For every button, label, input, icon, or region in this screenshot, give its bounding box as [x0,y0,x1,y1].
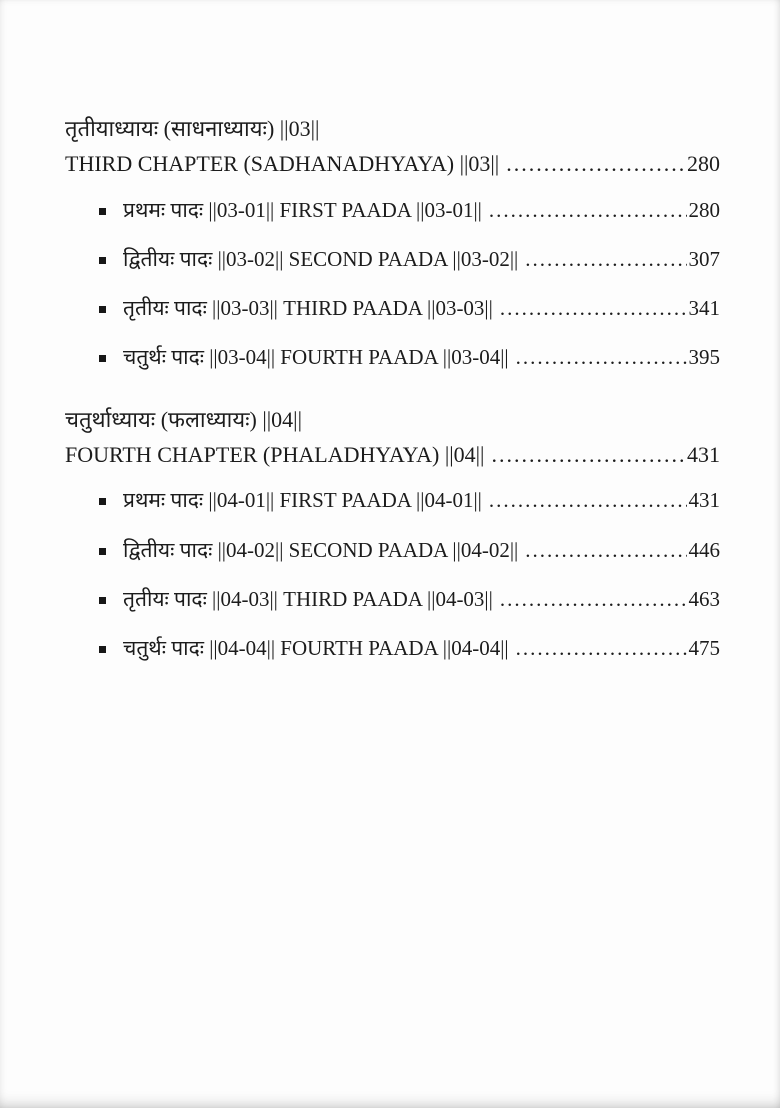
bullet-square-icon [99,646,106,653]
toc-item [65,587,720,612]
toc-section-fourth-chapter [65,407,720,662]
page-number: 463 [688,586,720,611]
toc-item [65,538,720,563]
chapter-row [65,442,720,468]
bullet-square-icon [99,355,106,362]
toc-item-label: प्रथमः पादः ||04-01|| FIRST PAADA ||04-01|| [123,488,482,513]
toc-item-label: तृतीयः पादः ||03-03|| THIRD PAADA ||03-03|| [123,296,493,321]
toc-item-label: द्वितीयः पादः ||03-02|| SECOND PAADA ||03-02|| [123,246,519,271]
page-number: 446 [688,537,720,562]
toc-item [65,345,720,370]
page-number: 395 [688,345,720,370]
page-number: 280 [687,151,720,177]
bullet-square-icon [99,498,106,505]
page-number: 431 [688,488,720,513]
section-heading-sanskrit: चतुर्थाध्यायः (फलाध्यायः) ||04|| [65,406,302,432]
bullet-square-icon [99,208,106,215]
dot-leader [516,345,687,370]
chapter-row [65,151,720,177]
toc-item [65,198,720,223]
toc-item-label: तृतीयः पादः ||04-03|| THIRD PAADA ||04-03|| [123,586,493,611]
toc-item [65,247,720,272]
dot-leader [525,538,686,563]
page-number: 431 [687,441,720,467]
chapter-title: THIRD CHAPTER (SADHANADHYAYA) ||03|| [65,151,500,177]
bullet-square-icon [99,306,106,313]
toc-item [65,296,720,321]
page-number: 341 [688,296,720,321]
dot-leader [516,636,687,661]
dot-leader [489,198,687,223]
toc-section-third-chapter [65,116,720,371]
page-number: 475 [688,635,720,660]
page-number: 280 [688,197,720,222]
page-number: 307 [688,246,720,271]
toc-item-label: द्वितीयः पादः ||04-02|| SECOND PAADA ||04-02|| [123,537,519,562]
dot-leader [491,442,685,468]
toc-item-label: चतुर्थः पादः ||04-04|| FOURTH PAADA ||04-04|| [123,635,509,660]
dot-leader [489,488,687,513]
dot-leader [500,296,687,321]
bullet-square-icon [99,548,106,555]
bullet-square-icon [99,597,106,604]
chapter-title: FOURTH CHAPTER (PHALADHYAYA) ||04|| [65,441,485,467]
toc-item-label: प्रथमः पादः ||03-01|| FIRST PAADA ||03-01|| [123,197,482,222]
toc-item [65,636,720,661]
dot-leader [506,151,685,177]
bullet-square-icon [99,257,106,264]
dot-leader [525,247,686,272]
toc-item [65,488,720,513]
section-heading-sanskrit: तृतीयाध्यायः (साधनाध्यायः) ||03|| [65,116,320,141]
dot-leader [500,587,687,612]
toc-item-label: चतुर्थः पादः ||03-04|| FOURTH PAADA ||03-04|| [123,345,509,370]
